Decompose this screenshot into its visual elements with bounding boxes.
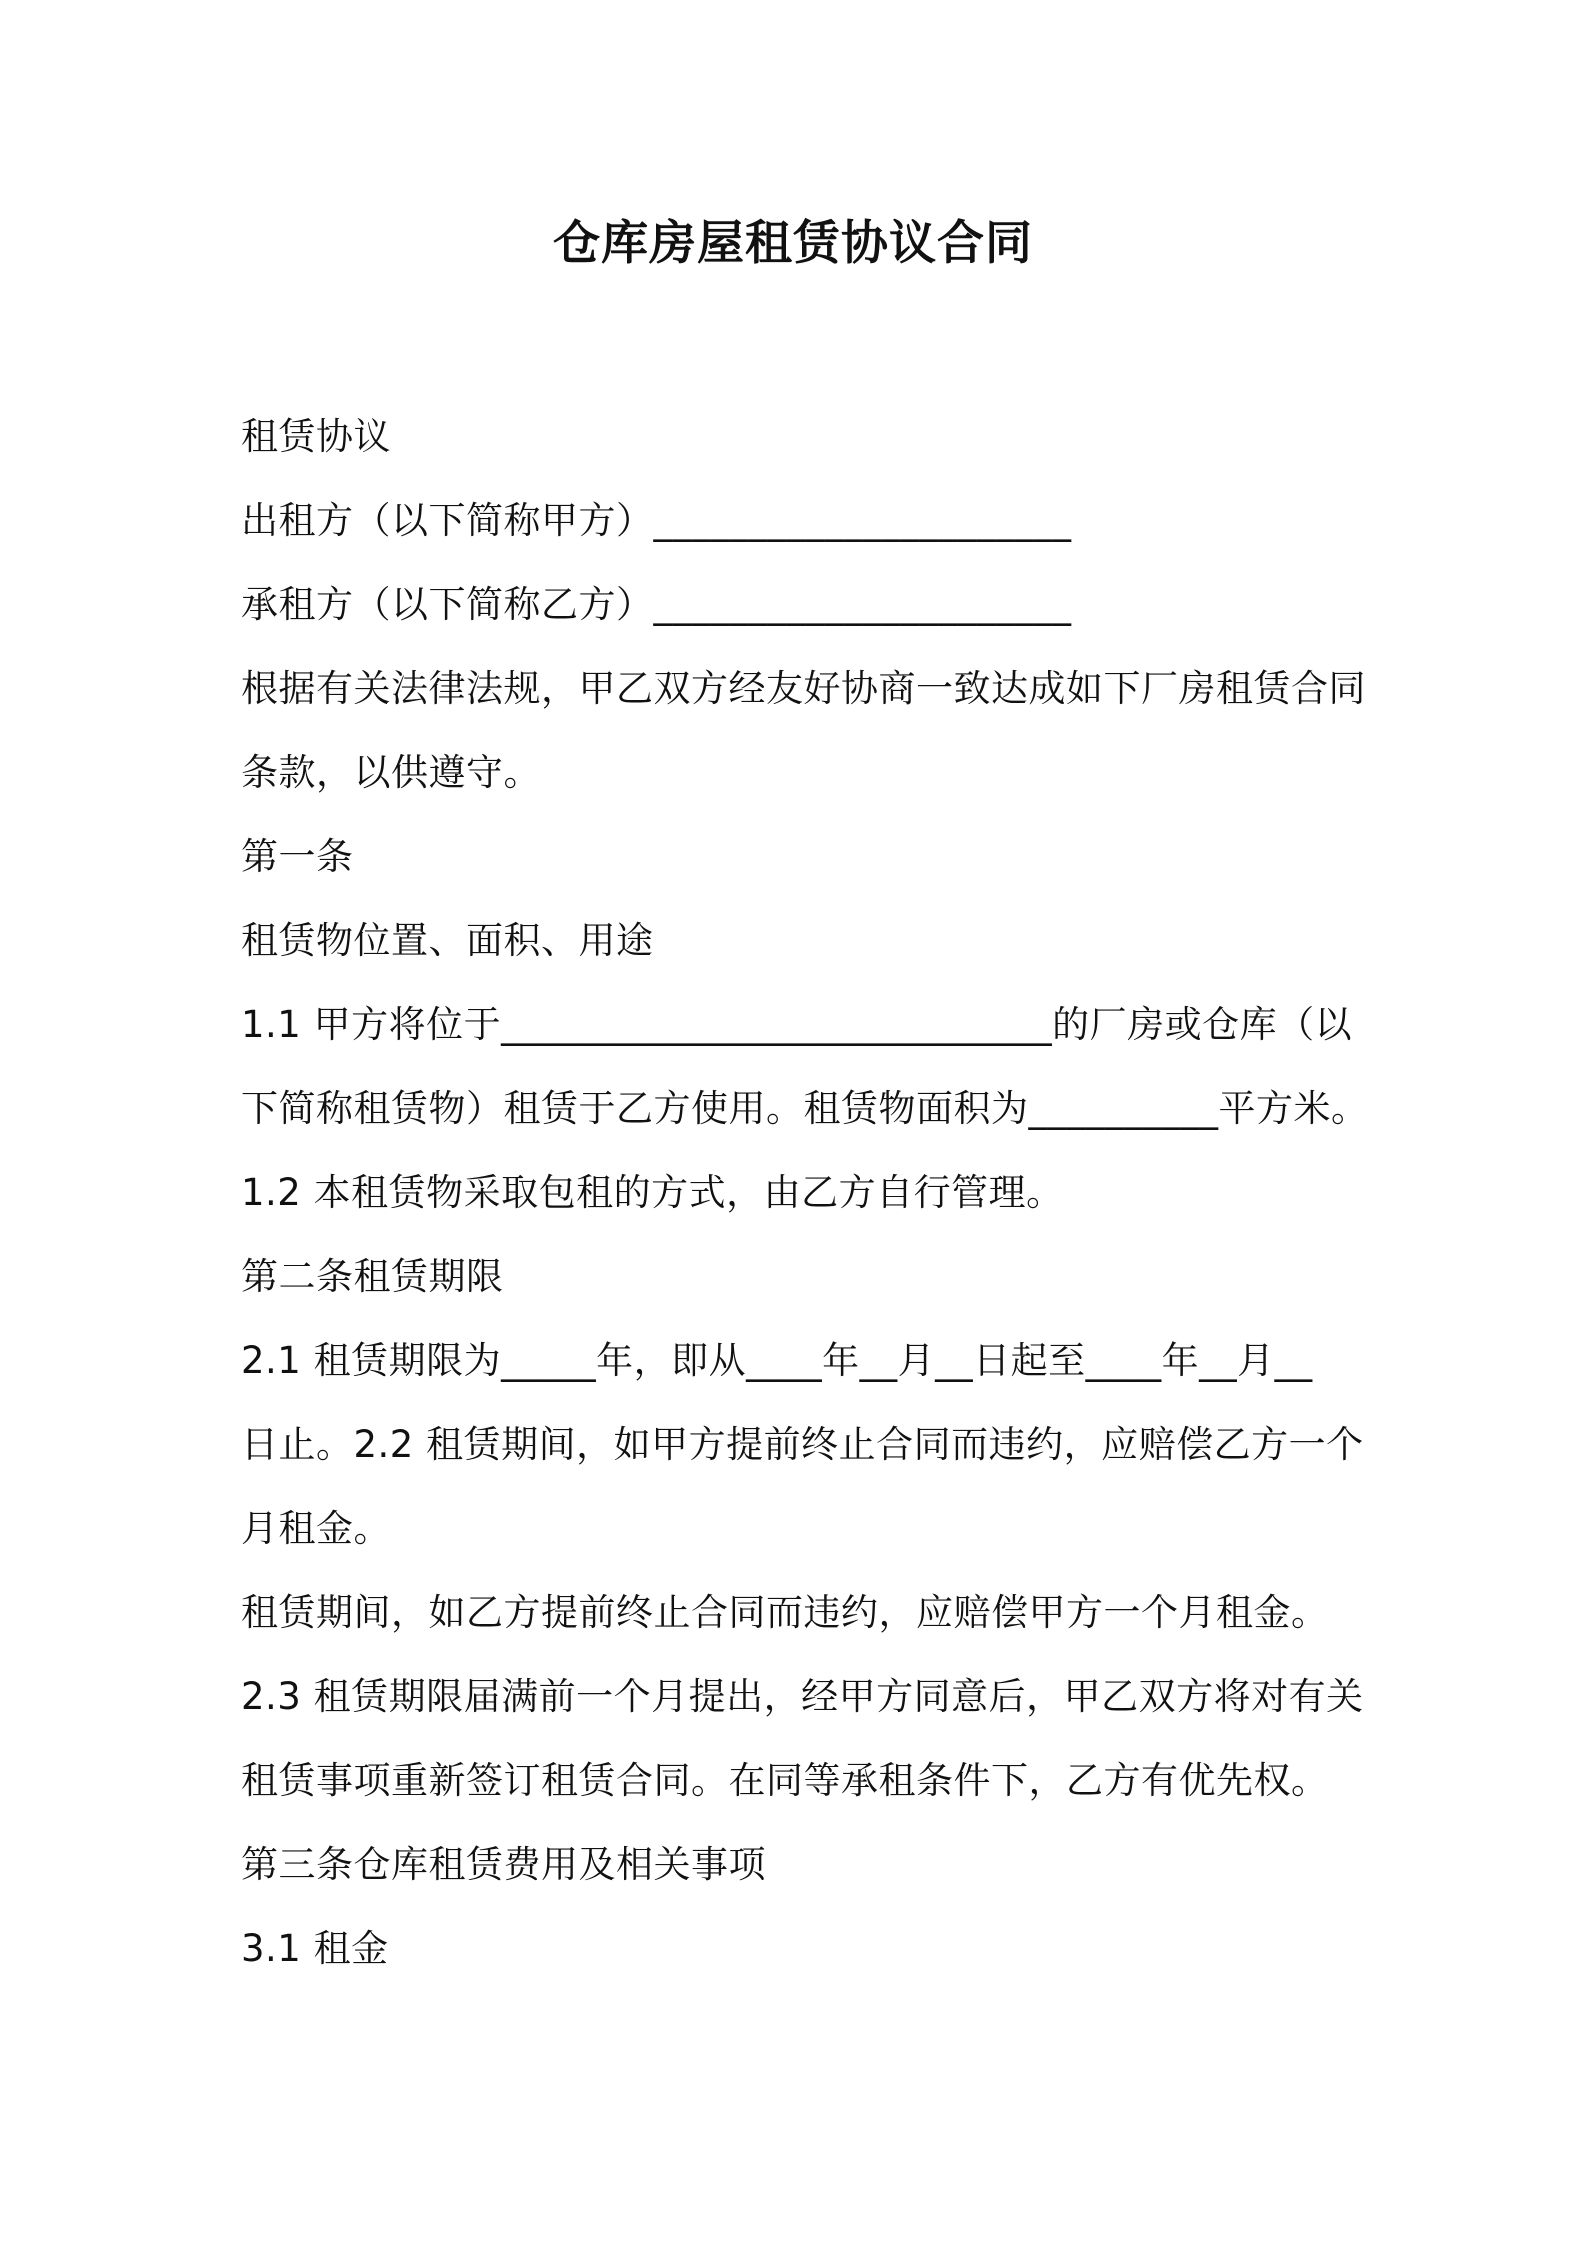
- text-line: 根据有关法律法规，甲乙双方经友好协商一致达成如下厂房租赁合同: [241, 667, 1366, 710]
- text-line: 3.1 租金: [241, 1927, 389, 1970]
- text-line: 1.2 本租赁物采取包租的方式，由乙方自行管理。: [241, 1171, 1064, 1214]
- document-title: 仓库房屋租赁协议合同: [553, 216, 1033, 271]
- text-line: 租赁事项重新签订租赁合同。在同等承租条件下，乙方有优先权。: [241, 1759, 1329, 1802]
- text-line: 2.1 租赁期限为_____年，即从____年__月__日起至____年__月__: [241, 1339, 1313, 1382]
- text-line: 1.1 甲方将位于_____________________________的厂房或仓库（以: [241, 1003, 1353, 1046]
- text-line: 租赁物位置、面积、用途: [241, 919, 654, 962]
- text-line: 第二条租赁期限: [241, 1255, 504, 1298]
- text-line: 条款，以供遵守。: [241, 751, 541, 794]
- document-body: [241, 406, 1369, 2002]
- text-line: 2.3 租赁期限届满前一个月提出，经甲方同意后，甲乙双方将对有关: [241, 1675, 1364, 1718]
- text-line: 月租金。: [241, 1507, 391, 1550]
- text-line: 下简称租赁物）租赁于乙方使用。租赁物面积为__________平方米。: [241, 1087, 1369, 1130]
- text-line: 第一条: [241, 835, 354, 878]
- text-line: 承租方（以下简称乙方）______________________: [241, 583, 1072, 626]
- text-line: 出租方（以下简称甲方）______________________: [241, 499, 1072, 542]
- text-line: 租赁协议: [241, 415, 391, 458]
- text-line: 租赁期间，如乙方提前终止合同而违约，应赔偿甲方一个月租金。: [241, 1591, 1329, 1634]
- text-line: 日止。2.2 租赁期间，如甲方提前终止合同而违约，应赔偿乙方一个: [241, 1423, 1364, 1466]
- text-line: 第三条仓库租赁费用及相关事项: [241, 1843, 766, 1886]
